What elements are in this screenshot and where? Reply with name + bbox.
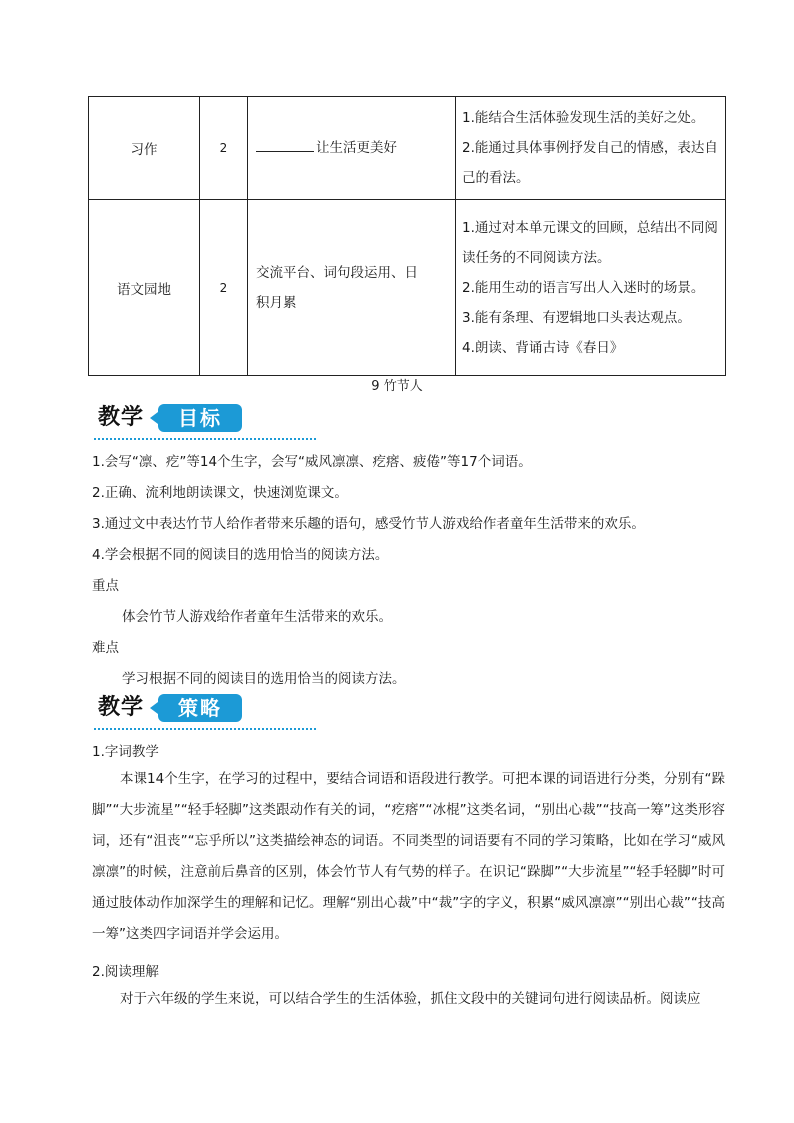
banner-dark-text: 教学 bbox=[98, 405, 145, 430]
difficulty-label: 难点 bbox=[92, 640, 119, 656]
table-cell-goals bbox=[456, 200, 726, 376]
goal-item-1: 1.会写“凛、疙”等14个生字，会写“威风凛凛、疙瘩、疲倦”等17个词语。 bbox=[92, 454, 532, 470]
goal-item-3: 3.通过文中表达竹节人给作者带来乐趣的语句，感受竹节人游戏给作者童年生活带来的欢乐。 bbox=[92, 516, 645, 532]
table-cell-hours: 2 bbox=[200, 97, 248, 200]
banner-pill: 目标 bbox=[158, 404, 242, 432]
banner-pill: 策略 bbox=[158, 694, 242, 722]
goal-item-2: 2.正确、流利地朗读课文，快速浏览课文。 bbox=[92, 485, 348, 501]
table-cell-content-text: 让生活更美好 bbox=[316, 140, 397, 156]
goal-line: 读任务的不同阅读方法。 bbox=[462, 249, 611, 266]
lesson-title: 9 竹节人 bbox=[371, 379, 423, 394]
unit-plan-table bbox=[88, 96, 726, 376]
table-cell-hours: 2 bbox=[200, 200, 248, 376]
strategy-banner bbox=[88, 690, 238, 730]
table-cell-content: 交流平台、词句段运用、日积月累 bbox=[248, 200, 456, 376]
table-cell-name: 习作 bbox=[89, 97, 200, 200]
difficulty-text: 学习根据不同的阅读目的选用恰当的阅读方法。 bbox=[122, 671, 406, 687]
strategy-section-1-title: 1.字词教学 bbox=[92, 744, 159, 760]
table-cell-content bbox=[248, 97, 456, 200]
goal-line: 4.朗读、背诵古诗《春日》 bbox=[462, 339, 624, 356]
goal-line: 2.能用生动的语言写出人入迷时的场景。 bbox=[462, 279, 705, 296]
table-row bbox=[89, 97, 726, 200]
strategy-section-2-text: 对于六年级的学生来说，可以结合学生的生活体验，抓住文段中的关键词句进行阅读品析。阅读应 bbox=[120, 991, 701, 1007]
goal-item-4: 4.学会根据不同的阅读目的选用恰当的阅读方法。 bbox=[92, 547, 389, 563]
dotted-divider bbox=[94, 728, 316, 730]
goal-line: 3.能有条理、有逻辑地口头表达观点。 bbox=[462, 309, 691, 326]
focus-text: 体会竹节人游戏给作者童年生活带来的欢乐。 bbox=[122, 609, 392, 625]
table-cell-name: 语文园地 bbox=[89, 200, 200, 376]
goal-line: 1.通过对本单元课文的回顾，总结出不同阅 bbox=[462, 219, 718, 236]
goal-line: 2.能通过具体事例抒发自己的情感，表达自 bbox=[462, 140, 718, 156]
table-row bbox=[89, 200, 726, 376]
table-cell-goals bbox=[456, 97, 726, 200]
dotted-divider bbox=[94, 438, 316, 440]
banner-dark-text: 教学 bbox=[98, 695, 145, 720]
goal-line: 1.能结合生活体验发现生活的美好之处。 bbox=[462, 110, 705, 126]
strategy-section-1-text: 本课14个生字，在学习的过程中，要结合词语和语段进行教学。可把本课的词语进行分类，分别有“跺脚”“大步流星”“轻手轻脚”这类跟动作有关的词，“疙瘩”“冰棍”这类名词，“别出心裁”“技高一筹”这类形容词，还有“沮丧”“忘乎所以”这类描绘神态的词语。不同类型的词语要有不同的学习策略，比如在学习“威风凛凛”的时候，注意前后鼻音的区别，体会竹节人有气势的样子。在识记“跺脚”“大步流星”“轻手轻脚”时可通过肢体动作加深学生的理解和记忆。理解“别出心裁”中“裁”字的字义，积累“威风凛凛”“别出心裁”“技高一筹”这类四字词语并学会运用。 bbox=[92, 771, 725, 942]
focus-label: 重点 bbox=[92, 578, 119, 594]
fill-blank-line bbox=[256, 137, 314, 152]
goal-line: 己的看法。 bbox=[462, 170, 530, 186]
goals-banner bbox=[88, 400, 238, 440]
strategy-section-2-title: 2.阅读理解 bbox=[92, 964, 159, 980]
